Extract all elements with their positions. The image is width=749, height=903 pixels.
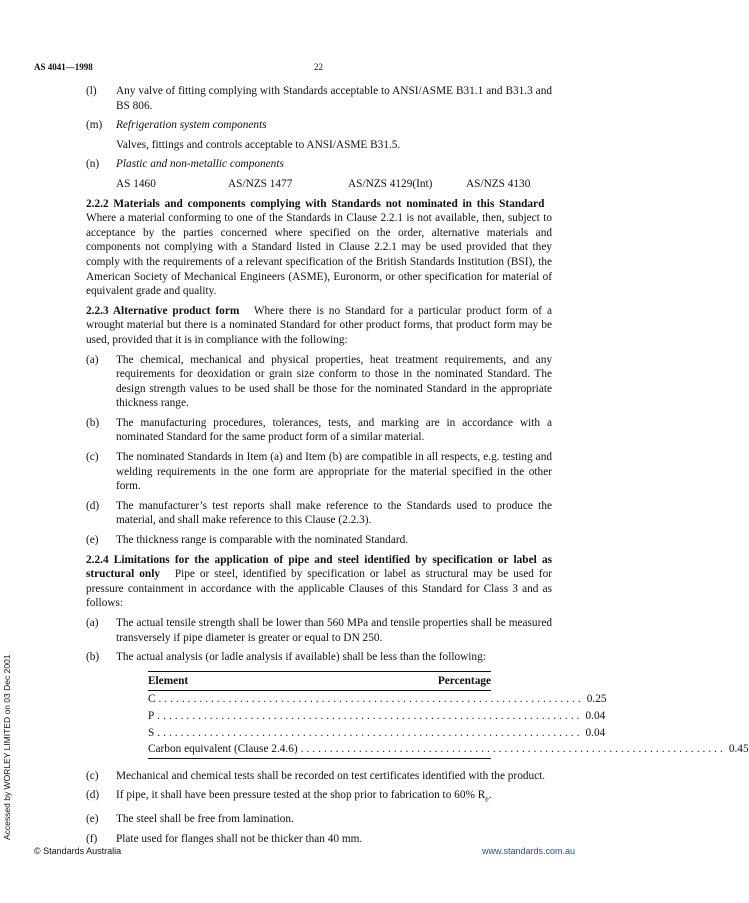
item-subtext: Valves, fittings and controls acceptable to ANSI/ASME B31.5. (116, 138, 401, 151)
element-cell: S (148, 726, 155, 739)
item-text: The thickness range is comparable with the nominated Standard. (116, 534, 409, 547)
standard-ref: AS/NZS 4129(Int) (348, 177, 433, 190)
item-label: (a) (86, 617, 99, 629)
table-row (148, 708, 606, 725)
clause-2-2-3 (86, 304, 552, 348)
list-item (86, 533, 552, 548)
standard-ref: AS 1460 (116, 177, 156, 190)
subscript: e (485, 794, 489, 804)
item-label: (n) (86, 158, 100, 171)
dot-leader: ......................................................................... (300, 743, 726, 756)
dot-leader: ......................................................................... (158, 693, 584, 706)
table-row (148, 741, 749, 759)
item-text: Plate used for flanges shall not be thicker than 40 mm. (116, 832, 363, 845)
item-label: (f) (86, 832, 98, 845)
list-item (86, 353, 552, 411)
percentage-cell: 0.04 (585, 726, 606, 739)
list-item (86, 650, 552, 665)
list-item (86, 450, 552, 494)
list-item (86, 616, 552, 645)
element-cell: C (148, 693, 156, 706)
clause-2-2-4 (86, 553, 552, 611)
list-item (86, 118, 552, 133)
item-label: (b) (86, 651, 100, 664)
item-text: The actual tensile strength shall be lower than 560 MPa and tensile properties shall be measured transversely if pipe diameter is greater or equal to DN 250. (116, 617, 552, 644)
item-text: Any valve of fitting complying with Standards acceptable to ANSI/ASME B31.1 and B31.3 and BS 806. (116, 85, 552, 112)
element-cell: Carbon equivalent (Clause 2.4.6) (148, 743, 298, 756)
clause-2-2-2 (86, 197, 552, 299)
item-label: (e) (86, 813, 99, 826)
copyright-footer: © Standards Australia (34, 846, 122, 856)
item-text: The actual analysis (or ladle analysis if available) shall be less than the following: (116, 651, 486, 664)
clause-text: Where a material conforming to one of the Standards in Clause 2.2.1 is not available, then, subject to acceptance by the parties concerned where specified on the order, alternative materials and components not complying with a Standard listed in Clause 2.2.1 may be used provided that they comply with the requirements of a relevant specification of the British Standards Institution (BSI), the American Society of Mechanical Engineers (ASME), Euronorm, or other specification for material of equivalent grade and quality. (86, 212, 552, 298)
list-item (86, 769, 552, 784)
item-text-tail: . (488, 789, 492, 802)
standard-ref: AS/NZS 4130 (466, 177, 531, 190)
page-number: 22 (314, 62, 323, 72)
item-label: (d) (86, 789, 100, 802)
item-text: Mechanical and chemical tests shall be recorded on test certificates identified with the product. (116, 769, 546, 782)
item-text: The nominated Standards in Item (a) and Item (b) are compatible in all respects, e.g. testing and welding requirements in the one form are appropriate for the material specified in the other form. (116, 451, 552, 493)
table-row (148, 691, 607, 708)
column-header: Element (148, 674, 189, 687)
item-label: (l) (86, 85, 97, 97)
list-item (86, 812, 552, 827)
percentage-cell: 0.04 (585, 709, 606, 722)
list-item (86, 832, 552, 847)
table-header (148, 671, 491, 692)
item-label: (a) (86, 353, 99, 366)
item-label: (d) (86, 499, 100, 512)
list-item (86, 157, 552, 172)
item-label: (b) (86, 416, 100, 429)
item-text: The manufacturing procedures, tolerances, tests, and marking are in accordance with a nominated Standard for the same product form of a similar material. (116, 416, 552, 444)
standards-list (116, 177, 552, 192)
table-row (148, 725, 606, 742)
item-text-wrap (116, 788, 552, 807)
percentage-cell: 0.45 (728, 743, 749, 756)
dot-leader: ......................................................................... (157, 709, 583, 722)
column-header: Percentage (437, 674, 491, 687)
percentage-cell: 0.25 (586, 693, 607, 706)
item-label: (c) (86, 769, 99, 782)
standard-ref: AS/NZS 1477 (228, 177, 293, 190)
item-label: (e) (86, 534, 99, 547)
clause-text: Pipe or steel, identified by specification or label as structural may be used for pressure containment in accordance with the applicable Clauses of this Standard for Class 3 and as follows: (86, 568, 552, 610)
list-item (86, 788, 552, 807)
item-text: The chemical, mechanical and physical properties, heat treatment requirements, and any requirements for deoxidation or grain size conform to those in the nominated Standard. The design strength values to be used shall be those for the nominated Standard in the appropriate thickness range. (116, 353, 552, 410)
clause-heading: 2.2.4 Limitations for the application of pipe and steel identified by specification or label as structural only (86, 553, 552, 581)
item-label: (m) (86, 119, 103, 132)
list-item (86, 416, 552, 445)
list-item (86, 84, 552, 113)
clause-heading: 2.2.3 Alternative product form (86, 304, 240, 317)
element-cell: P (148, 709, 155, 722)
clause-text: Where there is no Standard for a particular product form of a wrought material but there is a nominated Standard for other product forms, that product form may be used, provided that it is in compliance with the following: (86, 304, 553, 346)
website-link[interactable]: www.standards.com.au (482, 846, 576, 856)
item-text: If pipe, it shall have been pressure tested at the shop prior to fabrication to 60% R (116, 789, 486, 802)
document-number: AS 4041—1998 (34, 62, 93, 72)
item-label: (c) (86, 451, 99, 464)
item-text: Refrigeration system components (116, 119, 267, 132)
item-text: Plastic and non-metallic components (116, 158, 284, 171)
dot-leader: ......................................................................... (157, 726, 583, 739)
composition-table (148, 671, 749, 759)
item-text: The steel shall be free from lamination. (116, 813, 294, 826)
item-text: The manufacturer’s test reports shall make reference to the Standards used to produce the material, and shall make reference to this Clause (2.2.3). (116, 499, 552, 527)
list-item (86, 499, 552, 528)
clause-heading: 2.2.2 Materials and components complying with Standards not nominated in this Standard (86, 197, 545, 210)
access-watermark: Accessed by WORLEY LIMITED on 03 Dec 2001 (2, 654, 12, 840)
